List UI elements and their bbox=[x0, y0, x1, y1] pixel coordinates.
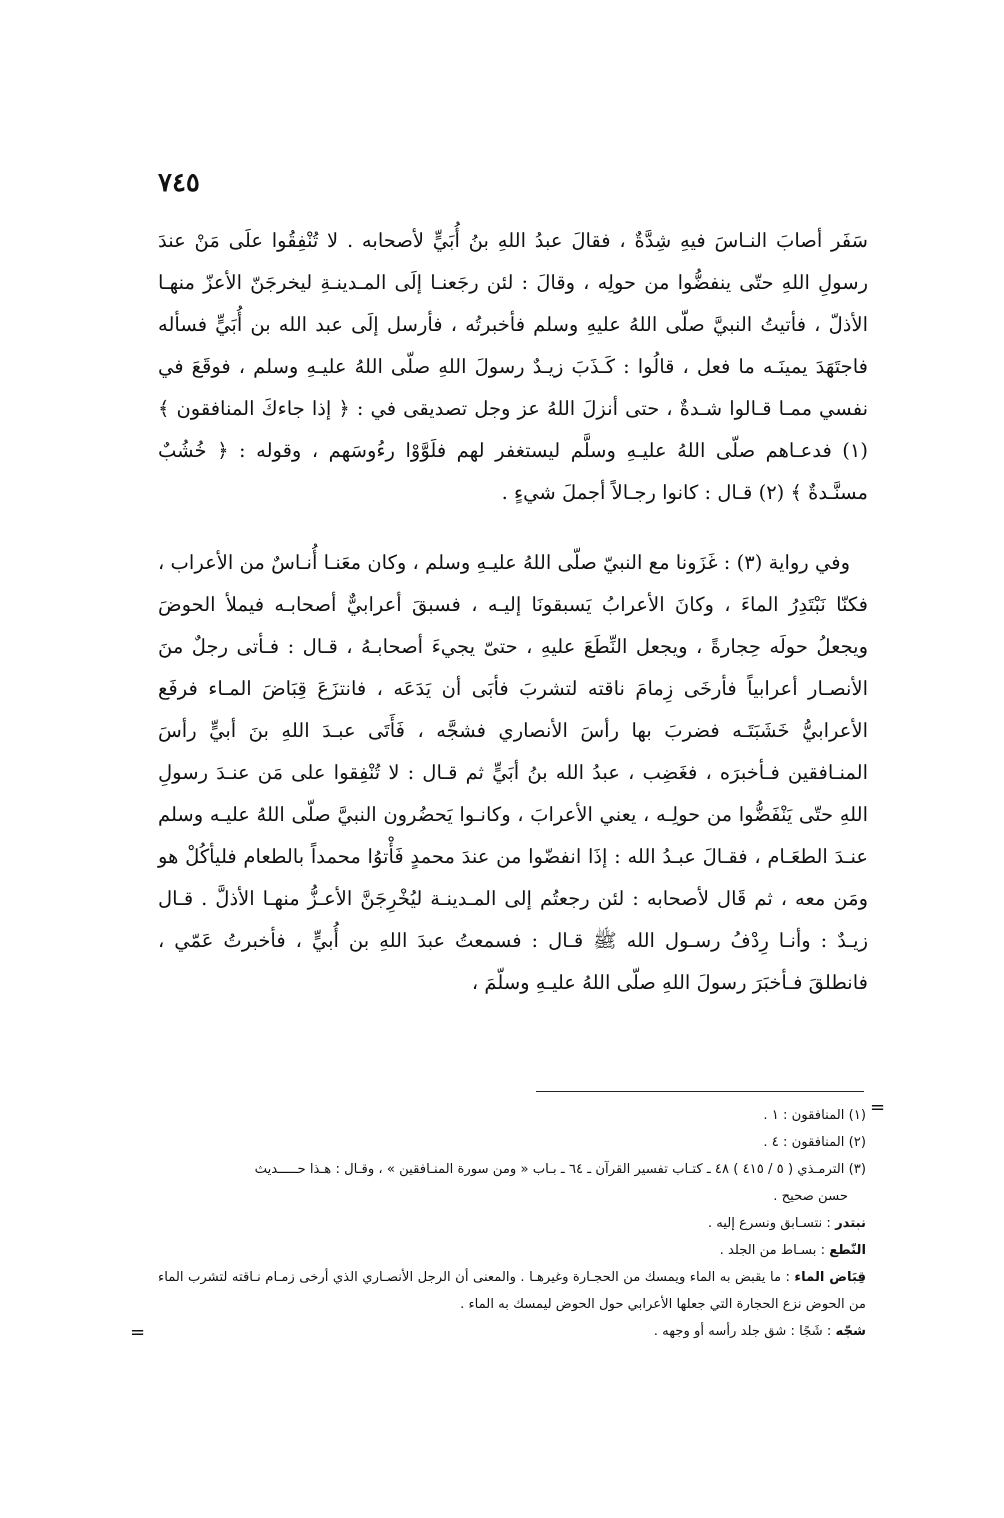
paragraph-1: سَفَر أصابَ النـاسَ فيهِ شِدَّةٌ ، فقالَ عبدُ اللهِ بنُ أُبَيٍّ لأصحابه . لا تُنْفِقُوا علَى مَنْ عندَ رسولِ اللهِ حتّى ينفضُّوا من حولِه ، وقالَ : لئن رجَعنـا إلَى المـدينـةِ ليخرجَنّ الأعزّ منهـا الأذلّ ، فأتيتُ النبيَّ صلّى اللهُ عليهِ وسلم فأخبرتُه ، فأرسل إلَى عبد الله بن أُبَيٍّ فسأله فاجتَهَدَ يمينَـه ما فعل ، قالُوا : كَـذَبَ زيـدٌ رسولَ اللهِ صلّى اللهُ عليـهِ وسلم ، فوقَعَ في نفسي ممـا قـالوا شـدةٌ ، حتى أنزلَ اللهُ عز وجل تصديقى في : ﴿ إذا جاءكَ المنافقون ﴾ (١) فدعـاهم صلّى اللهُ عليـهِ وسلَّم ليستغفر لهم فلَوَّوْا رءُوسَهم ، وقوله : ﴿ خُشُبٌ مسنَّـدةٌ ﴾ (٢) قـال : كانوا رجـالاً أجملَ شيءٍ . bbox=[158, 229, 868, 504]
page-number: ٧٤٥ bbox=[158, 168, 200, 198]
gloss-term: النّطع bbox=[829, 1243, 866, 1258]
gloss-item bbox=[158, 1318, 866, 1345]
paragraph-2: وفي رواية (٣) : غَزَونا مع النبيّ صلّى اللهُ عليـهِ وسلم ، وكان معَنـا أُنـاسٌ من الأعراب ، فكنّا نَبْتَدِرُ الماءَ ، وكانَ الأعرابُ يَسبقونَا إليـه ، فسبقَ أعرابيٌّ أصحابـه فيملأ الحوضَ ويجعلُ حولَه حِجارةً ، ويجعل النِّطَعَ عليهِ ، حتىّ يجيءَ أصحابـهُ ، قـال : فـأتى رجلٌ منَ الأنصـار أعرابياً فأرخَى زِمامَ ناقته لتشربَ فأبَى أن يَدَعَه ، فانتزَعَ قِبَاضَ المـاء فرفَع الأعرابيُّ خَشَبَتَـه فضربَ بها رأسَ الأنصاري فشجَّه ، فَأَتَى عبـدَ اللهِ بنَ أبيٍّ رأسَ المنـافقين فـأخبرَه ، فغَضِب ، عبدُ الله بنُ أبَيٍّ ثم قـال : لا تُنْفِقوا على مَن عنـدَ رسولِ اللهِ حتّى يَنْفَضُّوا من حولِـه ، يعني الأعرابَ ، وكانـوا يَحضُرون النبيَّ صلّى اللهُ عليـه وسلم عنـدَ الطعَـام ، فقـالَ عبـدُ الله : إذَا انفضّوا من عندَ محمدٍ فَأْتوُا محمداً بالطعام فليأكُلْ هو ومَن معه ، ثم قَال لأصحابه : لئن رجعتُم إلى المـدينـة ليُخْرِجَنَّ الأعـزُّ منهـا الأذلَّ . قـال زيـدٌ : وأنـا رِدْفُ رسـول الله ﷺ قـال : فسمعتُ عبدَ اللهِ بن أُبيٍّ ، فأخبرتُ عَمّي ، فانطلقَ فـأخبَرَ رسولَ اللهِ صلّى اللهُ عليـهِ وسلّمَ ، bbox=[158, 551, 868, 994]
gloss-definition: : بسـاط من الجلد . bbox=[719, 1243, 826, 1258]
footnote-1: (١) المنافقون : ١ . bbox=[763, 1108, 866, 1123]
gloss-definition: : شَجًا : شق جلد رأسه أو وجهه . bbox=[653, 1324, 832, 1339]
main-text bbox=[158, 220, 868, 1004]
gloss-definition: : نتسـابق ونسرع إليه . bbox=[707, 1216, 831, 1231]
footnote-3: (٣) الترمـذي ( ٥ / ٤١٥ ) ٤٨ ـ كتـاب تفسير القرآن ـ ٦٤ ـ بـاب « ومن سورة المنـافقين » ، وقـال : هـذا حـــــديث bbox=[254, 1162, 866, 1177]
footnote-2: (٢) المنافقون : ٤ . bbox=[763, 1135, 866, 1150]
continuation-mark-bottom: = bbox=[130, 1322, 146, 1343]
gloss-term: شجّه bbox=[835, 1324, 866, 1339]
continuation-mark-top: = bbox=[870, 1097, 886, 1118]
gloss-item bbox=[158, 1210, 866, 1237]
footnote-separator bbox=[536, 1091, 864, 1092]
footnotes bbox=[158, 1102, 866, 1345]
gloss-term: قِبَاض الماء bbox=[794, 1270, 866, 1285]
gloss-term: نبتدر bbox=[835, 1216, 866, 1231]
gloss-item bbox=[158, 1237, 866, 1264]
gloss-definition: : ما يقبض به الماء ويمسك من الحجـارة وغيرهـا . والمعنى أن الرجل الأنصـاري الذي أرخى زمـام نـاقته لتشرب الماء من الحوض نزع الحجارة التي جعلها الأعرابي حول الحوض ليمسك به الماء . bbox=[158, 1270, 866, 1312]
gloss-item bbox=[158, 1264, 866, 1318]
footnote-3-continuation: حسن صحيح . bbox=[773, 1189, 848, 1204]
